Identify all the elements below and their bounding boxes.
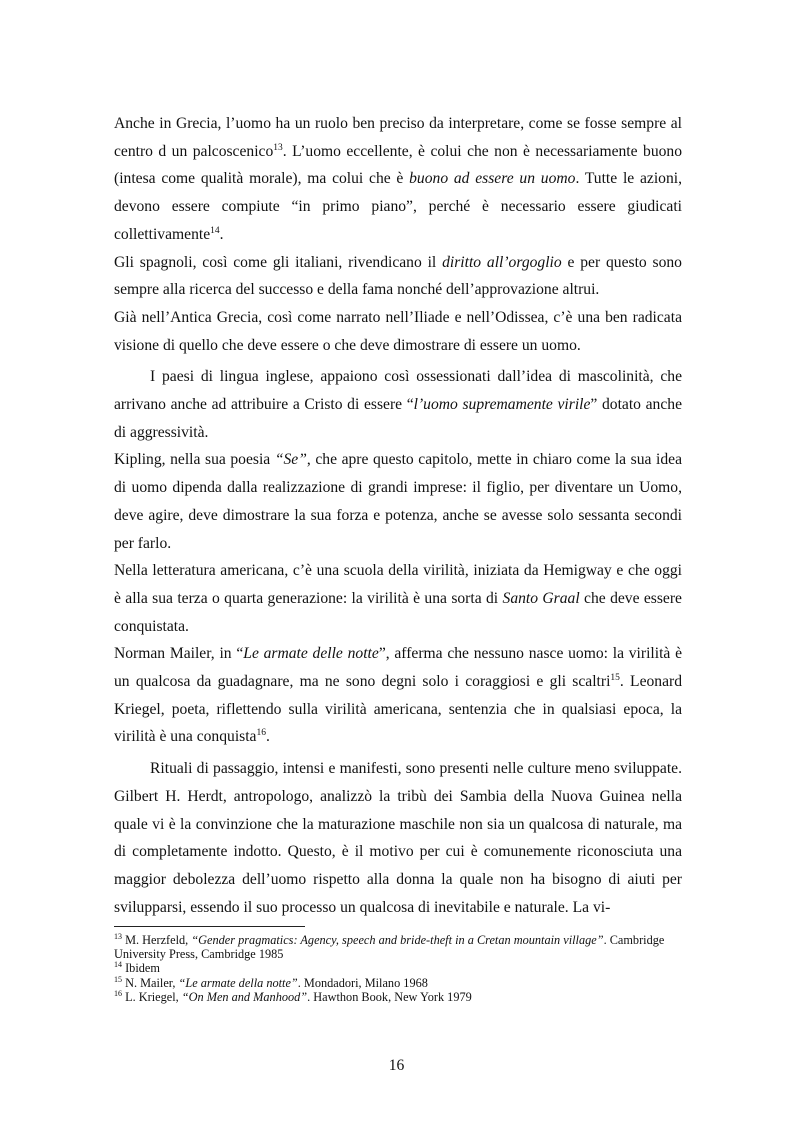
text-run: . Tutte le azioni, devono essere compiute “in primo piano”, perché è necessario essere giudicati collettivamente bbox=[114, 170, 682, 243]
italic-text: “Se” bbox=[274, 451, 307, 469]
italic-text: Santo Graal bbox=[502, 589, 580, 607]
paragraph bbox=[114, 363, 682, 446]
footnote-ref: 15 bbox=[610, 672, 620, 683]
text-run: ”, afferma che nessuno nasce uomo: la virilità è un qualcosa da guadagnare, ma ne sono degni solo i coraggiosi e gli scaltri bbox=[114, 645, 683, 691]
footnote-ref: 16 bbox=[114, 988, 122, 998]
text-run: Anche in Grecia, l’uomo ha un ruolo ben preciso da interpretare, come se fosse sempre al centro d un palcoscenico bbox=[114, 115, 682, 160]
italic-text: “Le armate della notte” bbox=[178, 975, 298, 990]
body-text bbox=[114, 110, 682, 921]
paragraph bbox=[114, 446, 682, 557]
page-number: 16 bbox=[388, 1057, 405, 1074]
text-run: . bbox=[219, 225, 224, 243]
text-run: . bbox=[265, 728, 270, 746]
paragraph bbox=[114, 304, 682, 359]
text-run: I paesi di lingua inglese, appaiono così ossessionati dall’idea di mascolinità, che arrivano anche ad attribuire a Cristo di essere “ bbox=[114, 368, 682, 414]
text-run: Già nell’Antica Grecia, così come narrato nell’Iliade e nell’Odissea, c’è una ben radicata visione di quello che deve essere o che deve dimostrare di essere un uomo. bbox=[114, 308, 682, 354]
text-run: , che apre questo capitolo, mette in chiaro come la sua idea di uomo dipenda dalla realizzazione di grandi imprese: il figlio, per diventare un Uomo, deve agire, deve dimostrare la sua forza e potenza, anche se avesse solo sessanta secondi per farlo. bbox=[114, 451, 682, 552]
italic-text: diritto all’orgoglio bbox=[442, 253, 562, 271]
text-run: . Leonard Kriegel, poeta, riflettendo sulla virilità americana, sentenzia che in qualsiasi epoca, la virilità è una conquista bbox=[114, 673, 682, 746]
italic-text: l’uomo supremamente virile bbox=[413, 396, 591, 414]
footnote bbox=[114, 976, 682, 990]
italic-text: “Gender pragmatics: Agency, speech and bride-theft in a Cretan mountain village” bbox=[191, 933, 604, 947]
text-run: M. Herzfeld, bbox=[122, 933, 192, 947]
paragraph bbox=[114, 755, 682, 921]
text-run: ” dotato anche di aggressività. bbox=[114, 396, 682, 441]
italic-text: buono ad essere un uomo bbox=[409, 170, 576, 188]
footnote-ref: 14 bbox=[210, 225, 220, 236]
footnote-ref: 13 bbox=[114, 931, 122, 941]
text-run: . Cambridge University Press, Cambridge 1985 bbox=[114, 933, 665, 962]
text-run: N. Mailer, bbox=[122, 975, 179, 990]
footnote-ref: 15 bbox=[114, 974, 122, 984]
footnote bbox=[114, 933, 682, 961]
paragraph bbox=[114, 249, 682, 304]
text-run: . Mondadori, Milano 1968 bbox=[297, 975, 428, 990]
text-run: . L’uomo eccellente, è colui che non è necessariamente buono (intesa come qualità morale), ma colui che è bbox=[114, 142, 683, 188]
text-run: che deve essere conquistata. bbox=[114, 589, 682, 635]
footnote-ref: 14 bbox=[114, 960, 122, 970]
footnote bbox=[114, 961, 682, 975]
footnote-ref: 16 bbox=[256, 728, 266, 739]
footnotes bbox=[114, 933, 682, 1004]
paragraph bbox=[114, 557, 682, 640]
footnote-ref: 13 bbox=[273, 142, 283, 153]
italic-text: “On Men and Manhood” bbox=[181, 989, 308, 1004]
paragraph bbox=[114, 110, 682, 249]
text-run: Kipling, nella sua poesia bbox=[114, 451, 275, 469]
text-run: . Hawthon Book, New York 1979 bbox=[307, 989, 472, 1004]
italic-text: Le armate delle notte bbox=[243, 645, 379, 663]
text-run: Norman Mailer, in “ bbox=[114, 645, 244, 663]
footnote bbox=[114, 990, 682, 1004]
text-run: Ibidem bbox=[122, 961, 160, 976]
footnote-separator bbox=[114, 926, 305, 927]
text-run: Gli spagnoli, così come gli italiani, rivendicano il bbox=[114, 253, 443, 271]
paragraph bbox=[114, 640, 682, 751]
text-run: Nella letteratura americana, c’è una scuola della virilità, iniziata da Hemigway e che oggi è alla sua terza o quarta generazione: la virilità è una sorta di bbox=[114, 562, 682, 607]
text-run: L. Kriegel, bbox=[122, 989, 182, 1004]
text-run: Rituali di passaggio, intensi e manifesti, sono presenti nelle culture meno sviluppate. Gilbert H. Herdt, antropologo, analizzò la tribù dei Sambia della Nuova Guinea nella quale vi è la convinzione che la maturazione maschile non sia un qualcosa di naturale, ma di completamente indotto. Questo, è il motivo per cui è comunemente riconosciuta una maggior debolezza dell’uomo rispetto alla donna la quale non ha bisogno di aiuti per svilupparsi, essendo il suo processo un qualcosa di inevitabile e naturale. La vi- bbox=[114, 760, 682, 916]
text-run: e per questo sono sempre alla ricerca del successo e della fama nonché dell’approvazione altrui. bbox=[114, 253, 682, 299]
